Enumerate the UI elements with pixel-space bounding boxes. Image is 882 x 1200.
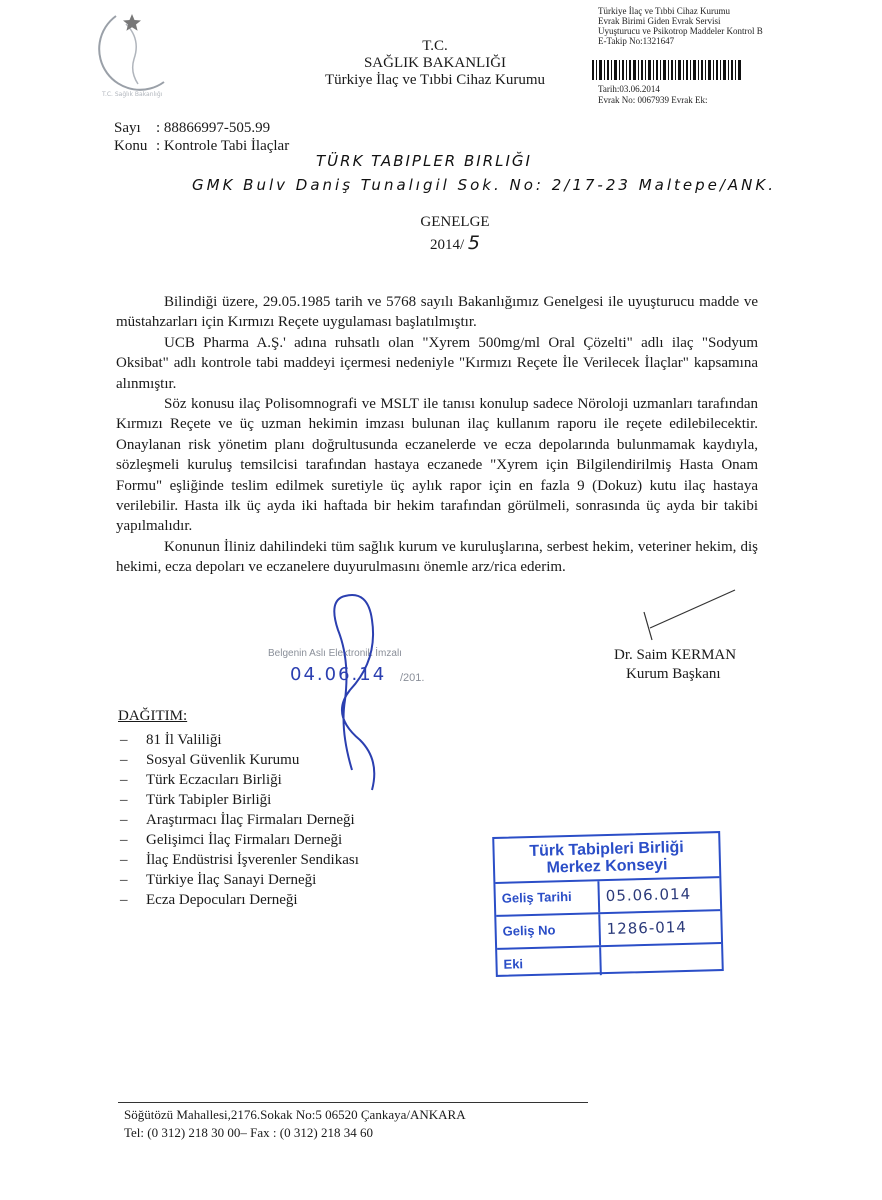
received-stamp xyxy=(492,831,724,977)
reference-sayi xyxy=(114,119,289,137)
svg-text:T.C. Sağlık Bakanlığı: T.C. Sağlık Bakanlığı xyxy=(102,91,163,98)
stamp-title-line2: Merkez Konseyi xyxy=(546,856,668,877)
tracking-line: E-Takip No:1321647 xyxy=(598,36,675,46)
distribution-title: DAĞITIM: xyxy=(118,708,188,724)
list-item-label: Gelişimci İlaç Firmaları Derneği xyxy=(146,832,343,848)
body-paragraph: Bilindiği üzere, 29.05.1985 tarih ve 5768 sayılı Bakanlığımız Genelgesi ile uyuşturucu madde ve müstahzarları için Kırmızı Reçete uygulaması başlatılmıştır. xyxy=(116,294,758,331)
list-dash: – xyxy=(120,772,128,788)
list-item-label: Araştırmacı İlaç Firmaları Derneği xyxy=(146,812,355,828)
signatory-title: Kurum Başkanı xyxy=(626,666,721,682)
letterhead-ministry: SAĞLIK BAKANLIĞI xyxy=(363,55,507,71)
list-dash: – xyxy=(120,852,128,868)
list-item-label: Türk Eczacıları Birliği xyxy=(146,772,282,788)
list-item xyxy=(120,870,359,890)
body-paragraph: Konunun İliniz dahilindeki tüm sağlık kurum ve kuruluşlarına, serbest hekim, veteriner hekim, diş hekimi, ecza depoları ve eczanelere duyurulmasını önemle arz/rica ederim. xyxy=(116,538,758,576)
stamp-row-value: 1286-014 xyxy=(606,917,688,939)
list-item xyxy=(120,890,359,910)
body-paragraph: UCB Pharma A.Ş.' adına ruhsatlı olan "Xyrem 500mg/ml Oral Çözelti" adlı ilaç "Sodyum Oksibat" adlı kontrole tabi maddeyi içermesi nedeniyle "Kırmızı Reçete İle Verilecek İlaçlar" kapsamına alınmıştır. xyxy=(116,334,758,392)
circular-number-prefix: 2014/ xyxy=(429,237,465,253)
letter-body xyxy=(116,292,758,578)
body-paragraph: Söz konusu ilaç Polisomnografi ve MSLT ile tanısı konulup sadece Nöroloji uzmanları tarafından Kırmızı Reçete ve üç uzman hekimin imzası bulunan ilaç kullanım raporu ile reçete edilebilecektir. Onaylanan risk yönetim planı doğrultusunda eczanelerde ve ecza depolarında bulunmamak kaydıyla, sözleşmeli kuruluş temsilcisi tarafından hastaya eczanede "Xyrem için Bilgilendirilmiş Hasta Onam Formu" eşliğinde teslim edilmek suretiyle üç aylık rapor için en fazla 9 (Dokuz) kutu ilaç hastaya verilebilir. Hasta ilk üç ayda iki haftada bir hekim tarafından görülmeli, sonrasında üç ayda bir takibi yapılmalıdır. xyxy=(116,396,758,535)
list-dash: – xyxy=(120,872,128,888)
circular-header xyxy=(380,212,530,256)
list-item xyxy=(120,730,359,750)
letterhead-institution: Türkiye İlaç ve Tıbbi Cihaz Kurumu xyxy=(324,72,546,88)
list-item-label: Sosyal Güvenlik Kurumu xyxy=(146,752,300,768)
list-item-label: Türkiye İlaç Sanayi Derneği xyxy=(146,872,317,888)
list-item-label: Ecza Depocuları Derneği xyxy=(146,892,298,908)
footer-phone: Tel: (0 312) 218 30 00– Fax : (0 312) 218 34 60 xyxy=(124,1125,373,1140)
tracking-date: Tarih:03.06.2014 xyxy=(598,84,660,94)
e-signature-note: Belgenin Aslı Elektronik İmzalı xyxy=(268,648,402,659)
letterhead-country: T.C. xyxy=(422,38,448,54)
letterhead xyxy=(270,38,600,89)
tracking-line: Evrak Birimi Giden Evrak Servisi xyxy=(598,16,721,26)
tracking-line: Uyuşturucu ve Psikotrop Maddeler Kontrol B xyxy=(598,26,763,36)
stamp-row-label: Geliş No xyxy=(496,914,601,948)
list-dash: – xyxy=(120,792,128,808)
list-dash: – xyxy=(120,752,128,768)
list-item xyxy=(120,830,359,850)
stamp-row-value: 05.06.014 xyxy=(605,884,692,906)
tracking-meta xyxy=(598,84,707,106)
handwritten-recipient: TÜRK TABIPLER BIRLIĞI xyxy=(316,152,532,170)
stamp-title-line1: Türk Tabipleri Birliği xyxy=(529,839,684,861)
footer-divider xyxy=(118,1102,588,1103)
e-signature-date-handwritten: 04.06.14 xyxy=(290,664,387,685)
footer xyxy=(124,1106,466,1142)
signatory-name: Dr. Saim KERMAN xyxy=(614,647,737,663)
list-item xyxy=(120,850,359,870)
list-item-label: İlaç Endüstrisi İşverenler Sendikası xyxy=(146,852,359,868)
stamp-row-label: Geliş Tarihi xyxy=(495,881,600,915)
list-dash: – xyxy=(120,812,128,828)
konu-label: Konu xyxy=(114,138,148,154)
list-item xyxy=(120,790,359,810)
list-dash: – xyxy=(120,832,128,848)
handwritten-address: GMK Bulv Daniş Tunalıgil Sok. No: 2/17-23 Maltepe/ANK. xyxy=(192,176,776,194)
stamp-row-value xyxy=(601,944,722,975)
list-dash: – xyxy=(120,892,128,908)
reference-block xyxy=(114,119,289,155)
list-dash: – xyxy=(120,732,128,748)
stamp-row-label: Eki xyxy=(497,947,602,978)
stamp-title xyxy=(494,833,719,884)
reference-konu xyxy=(114,137,289,155)
circular-title: GENELGE xyxy=(420,214,490,230)
tracking-info xyxy=(598,6,878,46)
signature-block xyxy=(614,646,736,684)
sayi-label: Sayı xyxy=(114,120,141,136)
circular-number-handwritten: 5 xyxy=(467,232,480,254)
distribution-list xyxy=(120,730,359,910)
konu-value: : Kontrole Tabi İlaçlar xyxy=(156,138,290,154)
list-item xyxy=(120,810,359,830)
ministry-logo-icon xyxy=(86,4,186,104)
list-item-label: 81 İl Valiliği xyxy=(146,732,222,748)
circular-number xyxy=(380,233,530,256)
footer-address: Söğütözü Mahallesi,2176.Sokak No:5 06520 Çankaya/ANKARA xyxy=(124,1107,466,1122)
tracking-line: Türkiye İlaç ve Tıbbi Cihaz Kurumu xyxy=(598,6,731,16)
sayi-value: : 88866997-505.99 xyxy=(156,120,271,136)
stamp-row xyxy=(497,944,722,978)
e-signature-date-printed: /201. xyxy=(400,672,425,684)
barcode-icon xyxy=(592,60,742,80)
list-item xyxy=(120,770,359,790)
list-item xyxy=(120,750,359,770)
tracking-evrak: Evrak No: 0067939 Evrak Ek: xyxy=(598,95,708,105)
list-item-label: Türk Tabipler Birliği xyxy=(146,792,272,808)
